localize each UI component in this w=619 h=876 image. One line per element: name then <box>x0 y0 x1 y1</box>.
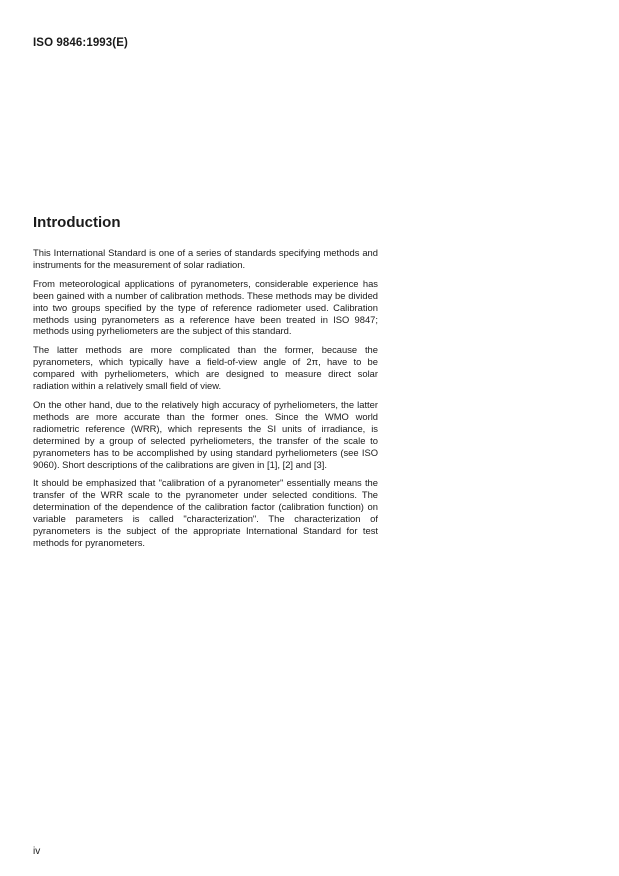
section-body <box>33 247 378 556</box>
paragraph: On the other hand, due to the relatively high accuracy of pyrheliometers, the latter methods are more accurate than the former ones. Since the WMO world radiometric reference (WRR), which represents the SI units of irradiance, is determined by a group of selected pyrheliometers, the transfer of the scale to pyranometers has to be accomplished by using standard pyrheliometers (see ISO 9060). Short descriptions of the calibrations are given in [1], [2] and [3]. <box>33 398 378 470</box>
paragraph: The latter methods are more complicated than the former, because the pyranometers, which typically have a field-of-view angle of 2π, have to be compared with pyrheliometers, which are designed to measure direct solar radiation within a relatively small field of view. <box>33 344 378 392</box>
paragraph: From meteorological applications of pyranometers, considerable experience has been gained with a number of calibration methods. These methods may be divided into two groups specified by the type of reference radiometer used. Calibration methods using pyranometers as a reference have been treated in ISO 9847; methods using pyrheliometers are the subject of this standard. <box>33 277 378 337</box>
paragraph: This International Standard is one of a series of standards specifying methods and instruments for the measurement of solar radiation. <box>33 247 378 270</box>
section-title: Introduction <box>33 214 121 231</box>
document-header: ISO 9846:1993(E) <box>33 37 128 49</box>
paragraph: It should be emphasized that "calibration of a pyranometer" essentially means the transfer of the WRR scale to the pyranometer under selected conditions. The determination of the dependence of the calibration factor (calibration function) on variable parameters is called "characterization". The characterization of pyranometers is the subject of the appropriate International Standard for test methods for pyranometers. <box>33 477 378 548</box>
page-number: iv <box>33 846 41 857</box>
